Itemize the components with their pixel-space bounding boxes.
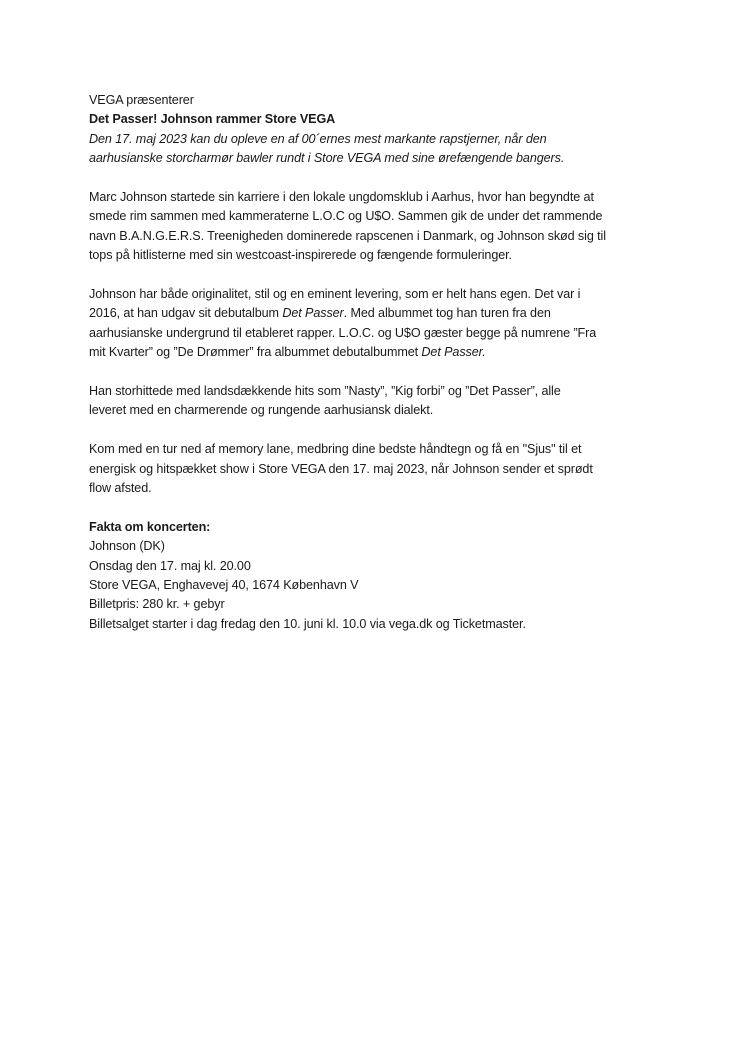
album-title: Det Passer — [282, 306, 344, 321]
paragraph-debut-album — [89, 285, 669, 363]
fact-ticket-sale: Billetsalget starter i dag fredag den 10. juni kl. 10.0 via vega.dk og Ticketmaster. — [89, 616, 526, 631]
text-segment: 2016, at han udgav sit debutalbum — [89, 306, 283, 321]
paragraph-line — [89, 343, 669, 362]
paragraph-line: Han storhittede med landsdækkende hits som ”Nasty”, ”Kig forbi” og ”Det Passer”, alle — [89, 384, 561, 399]
headline: Det Passer! Johnson rammer Store VEGA — [89, 112, 336, 127]
paragraph-career — [89, 188, 669, 266]
paragraph-line: Marc Johnson startede sin karriere i den lokale ungdomsklub i Aarhus, hvor han begyndte at — [89, 190, 594, 205]
album-title: Det Passer. — [421, 345, 486, 360]
press-release — [89, 91, 669, 634]
paragraph-line: tops på hitlisterne med sin westcoast-inspirerede og fængende formuleringer. — [89, 248, 512, 263]
paragraph-line: Kom med en tur ned af memory lane, medbring dine bedste håndtegn og få en "Sjus" til et — [89, 442, 582, 457]
fact-date: Onsdag den 17. maj kl. 20.00 — [89, 558, 251, 573]
fact-artist: Johnson (DK) — [89, 539, 165, 554]
header-block — [89, 91, 669, 169]
facts-block — [89, 518, 669, 634]
lead-line-1: Den 17. maj 2023 kan du opleve en af 00´ernes mest markante rapstjerner, når den — [89, 131, 547, 146]
paragraph-line: flow afsted. — [89, 481, 152, 496]
presenter-line: VEGA præsenterer — [89, 93, 194, 107]
paragraph-line — [89, 304, 669, 323]
fact-venue: Store VEGA, Enghavevej 40, 1674 København V — [89, 578, 359, 593]
paragraph-line: aarhusianske undergrund til etableret rapper. L.O.C. og U$O gæster begge på numrene ”Fra — [89, 325, 597, 340]
paragraph-line: smede rim sammen med kammeraterne L.O.C og U$O. Sammen gik de under det rammende — [89, 209, 603, 224]
text-segment: . Med albummet tog han turen fra den — [343, 306, 551, 321]
text-segment: mit Kvarter” og ”De Drømmer” fra albummet debutalbummet — [89, 345, 422, 360]
paragraph-line: Johnson har både originalitet, stil og en eminent levering, som er helt hans egen. Det var i — [89, 287, 581, 302]
paragraph-line: navn B.A.N.G.E.R.S. Treenigheden dominerede rapscenen i Danmark, og Johnson skød sig til — [89, 228, 606, 243]
facts-heading: Fakta om koncerten: — [89, 519, 211, 534]
paragraph-line: leveret med en charmerende og rungende aarhusiansk dialekt. — [89, 403, 434, 418]
fact-price: Billetpris: 280 kr. + gebyr — [89, 597, 225, 612]
paragraph-line: energisk og hitspækket show i Store VEGA den 17. maj 2023, når Johnson sender et sprødt — [89, 461, 593, 476]
paragraph-hits — [89, 382, 669, 421]
lead-line-2: aarhusianske storcharmør bawler rundt i Store VEGA med sine ørefængende bangers. — [89, 151, 565, 166]
paragraph-invitation — [89, 440, 669, 498]
